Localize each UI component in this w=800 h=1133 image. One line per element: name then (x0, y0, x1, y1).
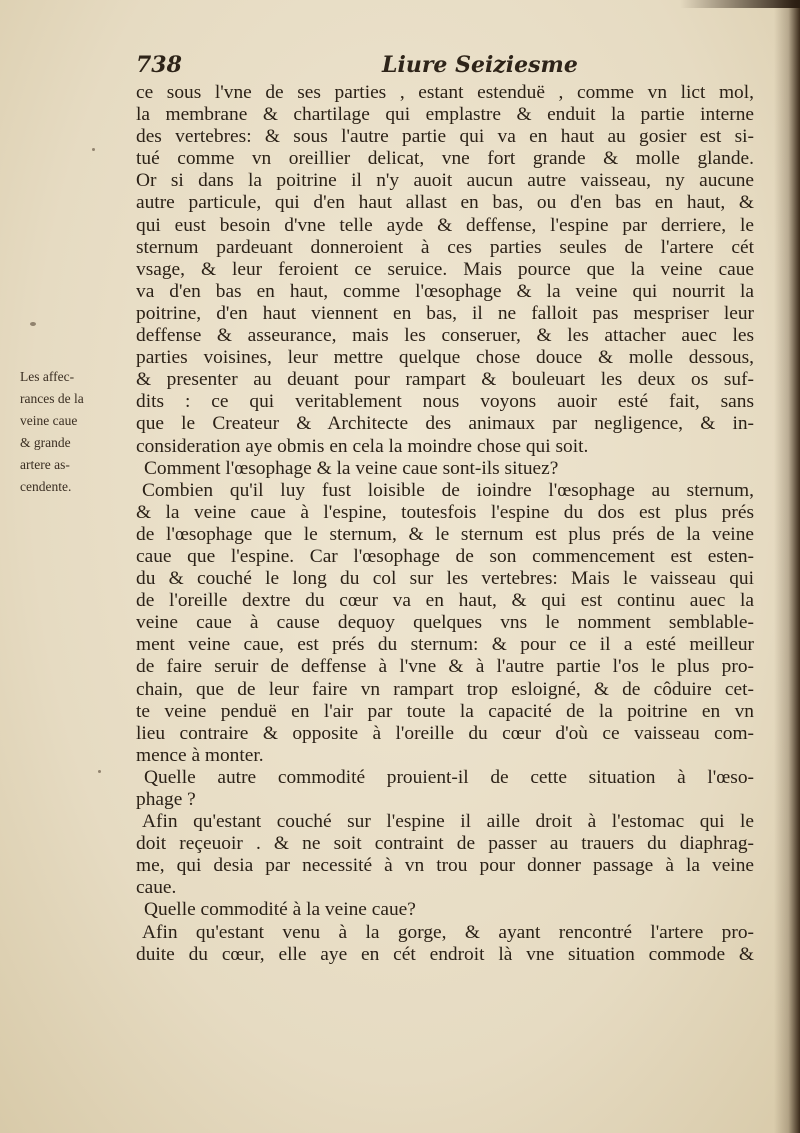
text-line: Combien qu'il luy fust loisible de ioindre l'œsophage au sternum, (142, 479, 754, 501)
text-line: du & couché le long du col sur les vertebres: Mais le vaisseau qui (136, 568, 754, 590)
text-line: & la veine caue à l'espine, toutesfois l'espine du dos est plus prés (136, 501, 754, 523)
text-line: vsage, & leur feroient ce seruice. Mais pource que la veine caue (136, 258, 754, 280)
text-line: consideration aye obmis en cela la moindre chose qui soit. (136, 435, 589, 457)
text-line: veine caue à cause dequoy quelques vns le nomment semblable- (136, 612, 754, 634)
margin-note-line: rances de la (20, 391, 84, 406)
text-line: tué comme vn oreillier delicat, vne fort grande & molle glande. (136, 148, 754, 170)
question-heading: Quelle commodité à la veine caue? (144, 899, 416, 921)
page-edge-shadow (680, 0, 800, 8)
text-line: ment veine caue, est prés du sternum: & pour ce il a esté meilleur (136, 634, 754, 656)
ink-speck (98, 770, 101, 773)
margin-note (20, 366, 132, 498)
text-line: Or si dans la poitrine il n'y auoit aucun autre vaisseau, ny aucune (136, 170, 754, 192)
text-line: sternum pardeuant donneroient à ces parties seules de l'artere cét (136, 236, 754, 258)
text-line: lieu contraire & opposite à l'oreille du cœur d'où ce vaisseau com- (136, 722, 754, 744)
text-line: Afin qu'estant venu à la gorge, & ayant rencontré l'artere pro- (142, 921, 754, 943)
text-line: me, qui desia par necessité à vn trou pour donner passage à la veine (136, 855, 754, 877)
ink-speck (92, 148, 95, 151)
text-line: dits : ce qui veritablement nous voyons auoir esté fait, sans (136, 391, 754, 413)
text-line: & presenter au deuant pour rampart & bouleuart les deux os suf- (136, 369, 754, 391)
body-text (136, 82, 754, 966)
running-title: Liure Seiziesme (382, 52, 578, 78)
text-line: des vertebres: & sous l'autre partie qui va en haut au gosier est si- (136, 126, 754, 148)
text-line: la membrane & chartilage qui emplastre & enduit la partie interne (136, 104, 754, 126)
text-line: poitrine, d'en haut viennent en bas, il ne falloit pas mespriser leur (136, 302, 754, 324)
text-line: mence à monter. (136, 744, 264, 766)
margin-note-line: artere as- (20, 457, 70, 472)
text-line: que le Createur & Architecte des animaux par negligence, & in- (136, 413, 754, 435)
text-line: Afin qu'estant couché sur l'espine il aille droit à l'estomac qui le (142, 811, 754, 833)
text-line: qui eust besoin d'vne telle ayde & deffense, l'espine par derriere, le (136, 214, 754, 236)
gutter-shadow (774, 0, 800, 1133)
question-heading: Quelle autre commodité prouient-il de cette situation à l'œso- (144, 766, 754, 788)
text-line: duite du cœur, elle aye en cét endroit là vne situation commode & (136, 943, 754, 965)
question-heading: Comment l'œsophage & la veine caue sont-ils situez? (144, 457, 559, 479)
margin-note-line: Les affec- (20, 369, 75, 384)
margin-note-line: veine caue (20, 413, 78, 428)
margin-note-line: cendente. (20, 479, 72, 494)
question-heading: phage ? (136, 789, 196, 810)
text-line: de l'œsophage que le sternum, & le sternum est plus prés de la veine (136, 523, 754, 545)
text-line: parties voisines, leur mettre quelque chose douce & molle dessous, (136, 347, 754, 369)
text-line: ce sous l'vne de ses parties , estant estenduë , comme vn lict mol, (136, 82, 754, 103)
text-line: caue. (136, 877, 177, 899)
text-line: deffense & asseurance, mais les conseruer, & les attacher auec les (136, 325, 754, 347)
text-line: te veine penduë en l'air par toute la capacité de la poitrine en vn (136, 700, 754, 722)
text-line: autre particule, qui d'en haut allast en bas, ou d'en bas en haut, & (136, 192, 754, 214)
text-line: de l'oreille dextre du cœur va en haut, & qui est continu auec la (136, 590, 754, 612)
text-line: chain, que de leur faire vn rampart trop esloigné, & de côduire cet- (136, 678, 754, 700)
text-line: caue que l'espine. Car l'œsophage de son commencement est esten- (136, 545, 754, 567)
text-line: va d'en bas en haut, comme l'œsophage & la veine qui nourrit la (136, 280, 754, 302)
text-line: doit reçeuoir . & ne soit contraint de passer au trauers du diaphrag- (136, 833, 754, 855)
margin-note-line: & grande (20, 435, 71, 450)
page-header (136, 52, 696, 86)
text-line: de faire seruir de deffense à l'vne & à l'autre partie l'os le plus pro- (136, 656, 754, 678)
ink-speck (30, 322, 36, 326)
page-number: 738 (136, 52, 182, 78)
